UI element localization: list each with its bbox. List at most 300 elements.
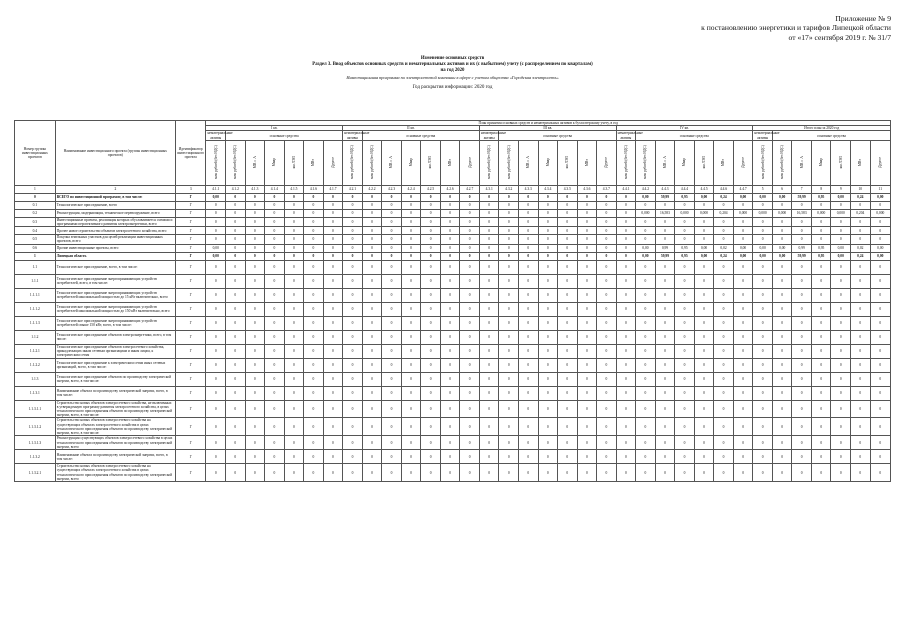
row-value: 0 xyxy=(343,358,363,372)
row-value: 0 xyxy=(265,400,285,418)
row-value: 0 xyxy=(577,288,597,302)
row-value: 0,00 xyxy=(772,193,792,201)
row-value: 0 xyxy=(675,217,695,226)
row-value: 0 xyxy=(518,330,538,344)
column-number: 6 xyxy=(772,185,792,193)
row-value: 0 xyxy=(733,344,753,358)
row-value: 0 xyxy=(558,418,578,436)
row-value: 0 xyxy=(323,252,343,260)
row-code: Г xyxy=(175,344,206,358)
row-value: 0 xyxy=(421,450,441,464)
row-value: 0,00 xyxy=(870,193,890,201)
row-value: 0 xyxy=(831,386,851,400)
sub-label-header-text: млн рублей (без НДС) xyxy=(780,145,785,180)
row-value: 0 xyxy=(811,436,831,450)
row-value: 0 xyxy=(675,344,695,358)
row-id: 1 xyxy=(15,252,56,260)
sub-label-header xyxy=(421,140,441,185)
row-value: 0 xyxy=(382,302,402,316)
sub-label-header xyxy=(206,140,226,185)
row-value: 0,00 xyxy=(831,193,851,201)
row-value: 0 xyxy=(460,316,480,330)
row-value: 0,000 xyxy=(811,209,831,217)
sub-label-header xyxy=(304,140,324,185)
row-value: 16,583 xyxy=(792,209,812,217)
row-value: 0 xyxy=(323,288,343,302)
row-value: 0 xyxy=(304,386,324,400)
row-value: 0 xyxy=(245,209,265,217)
row-value: 0 xyxy=(636,288,656,302)
row-value: 0 xyxy=(518,252,538,260)
row-value: 0 xyxy=(538,316,558,330)
row-value: 0 xyxy=(499,386,519,400)
row-value: 0 xyxy=(870,358,890,372)
row-value: 0 xyxy=(245,193,265,201)
row-value: 0 xyxy=(870,260,890,274)
column-number: 5 xyxy=(753,185,773,193)
row-id: 1.1.1.3 xyxy=(15,316,56,330)
os-header: основные средства xyxy=(772,131,890,140)
row-value: 0 xyxy=(226,358,246,372)
row-value: 0 xyxy=(538,386,558,400)
row-value: 0 xyxy=(714,386,734,400)
row-value: 0 xyxy=(265,260,285,274)
nma-header: нематериальные активы xyxy=(344,131,370,140)
row-value: 0 xyxy=(284,358,304,372)
table-row xyxy=(15,316,891,330)
row-value: 0 xyxy=(518,418,538,436)
row-value: 0 xyxy=(655,436,675,450)
row-value: 0 xyxy=(265,193,285,201)
sub-label-header xyxy=(694,140,714,185)
row-value: 0 xyxy=(831,316,851,330)
row-value: 0 xyxy=(460,436,480,450)
row-value: 0 xyxy=(284,260,304,274)
table-row xyxy=(15,386,891,400)
row-value: 0,24 xyxy=(714,252,734,260)
row-value: 0 xyxy=(733,358,753,372)
row-value: 0 xyxy=(616,209,636,217)
row-value: 0 xyxy=(636,217,656,226)
table-row xyxy=(15,201,891,209)
row-value: 0 xyxy=(343,235,363,244)
row-value: 0 xyxy=(304,274,324,288)
row-value: 0,02 xyxy=(714,244,734,252)
row-value: 0 xyxy=(597,330,617,344)
row-value: 0 xyxy=(655,235,675,244)
row-value: 0 xyxy=(538,418,558,436)
row-code: Г xyxy=(175,193,206,201)
row-value: 0 xyxy=(479,372,499,386)
row-name: Инвестиционные проекты, реализация которых обуславливается схемами и программами перспективного развития электроэнергетики, всего xyxy=(55,217,175,226)
section-title: Раздел 3. Ввод объектов основных средств и нематериальных активов и их (с выбытием) учету (с распределением по кварталам) xyxy=(312,62,593,68)
row-value: 0 xyxy=(440,316,460,330)
row-value: 0,00 xyxy=(831,244,851,252)
row-value: 0 xyxy=(245,418,265,436)
row-value: 0 xyxy=(440,386,460,400)
quarter-header: I кв. xyxy=(206,126,343,131)
row-value: 0 xyxy=(362,344,382,358)
row-value: 0 xyxy=(792,464,812,482)
row-value: 0 xyxy=(772,288,792,302)
row-value: 0 xyxy=(343,302,363,316)
row-value: 0,000 xyxy=(636,209,656,217)
row-value: 0 xyxy=(460,227,480,235)
row-value: 0 xyxy=(733,464,753,482)
row-value: 0 xyxy=(792,217,812,226)
row-value: 0 xyxy=(851,436,871,450)
row-value: 0 xyxy=(558,209,578,217)
row-value: 0 xyxy=(694,436,714,450)
row-value: 0 xyxy=(714,235,734,244)
row-value: 0 xyxy=(675,288,695,302)
row-value: 0 xyxy=(811,288,831,302)
row-value: 0 xyxy=(636,436,656,450)
row-value: 0 xyxy=(440,372,460,386)
row-value: 0 xyxy=(694,386,714,400)
row-value: 0,000 xyxy=(675,209,695,217)
row-value: 0 xyxy=(284,302,304,316)
row-value: 0 xyxy=(226,372,246,386)
row-value: 0 xyxy=(518,193,538,201)
row-value: 0 xyxy=(401,235,421,244)
row-value: 0 xyxy=(479,235,499,244)
sub-label-header-text: млн рублей (без НДС) xyxy=(233,145,238,180)
row-value: 0 xyxy=(538,344,558,358)
row-value: 0 xyxy=(753,227,773,235)
row-value: 0 xyxy=(772,260,792,274)
row-id: 0.5 xyxy=(15,235,56,244)
row-value: 0 xyxy=(831,358,851,372)
row-value: 0 xyxy=(206,274,226,288)
row-value: 0 xyxy=(753,464,773,482)
row-value: 0 xyxy=(772,344,792,358)
row-value: 0 xyxy=(753,201,773,209)
row-value: 0 xyxy=(265,418,285,436)
row-value: 0 xyxy=(226,386,246,400)
row-value: 0 xyxy=(577,209,597,217)
row-value: 0 xyxy=(733,288,753,302)
row-value: 0 xyxy=(226,344,246,358)
row-value: 0 xyxy=(265,274,285,288)
row-value: 0 xyxy=(597,235,617,244)
row-value: 0 xyxy=(226,244,246,252)
row-value: 0 xyxy=(479,418,499,436)
row-value: 0 xyxy=(753,302,773,316)
appendix-block xyxy=(631,14,891,42)
row-value: 0,00 xyxy=(694,252,714,260)
row-value: 0 xyxy=(772,372,792,386)
row-value: 0 xyxy=(538,252,558,260)
column-number: 4.3.2 xyxy=(499,185,519,193)
row-value: 0 xyxy=(440,464,460,482)
row-code: Г xyxy=(175,244,206,252)
row-value: 0 xyxy=(343,344,363,358)
table-row xyxy=(15,418,891,436)
row-value: 0 xyxy=(577,330,597,344)
column-number: 3 xyxy=(175,185,206,193)
row-value: 0 xyxy=(382,358,402,372)
row-value: 0 xyxy=(870,201,890,209)
row-value: 0 xyxy=(440,201,460,209)
row-value: 0 xyxy=(343,260,363,274)
sub-label-header-text: км ЛЭП xyxy=(838,156,843,169)
row-value: 0 xyxy=(558,260,578,274)
row-value: 0 xyxy=(304,372,324,386)
row-value: 0 xyxy=(811,464,831,482)
row-value: 0 xyxy=(245,227,265,235)
row-value: 0 xyxy=(265,252,285,260)
row-value: 0,000 xyxy=(870,209,890,217)
row-value: 0 xyxy=(323,400,343,418)
row-value: 0 xyxy=(226,330,246,344)
row-value: 0 xyxy=(616,193,636,201)
row-value: 0 xyxy=(518,358,538,372)
row-value: 0 xyxy=(479,330,499,344)
sub-label-header-text: млн рублей (без НДС) xyxy=(213,145,218,180)
row-value: 0 xyxy=(538,274,558,288)
row-value: 0 xyxy=(245,235,265,244)
column-number: 4.4.6 xyxy=(714,185,734,193)
table-row xyxy=(15,209,891,217)
column-number: 4.2.2 xyxy=(362,185,382,193)
nma-header: нематериальные активы xyxy=(207,131,233,140)
row-value: 0 xyxy=(362,227,382,235)
appendix-title: Приложение № 9 xyxy=(835,14,891,23)
row-value: 0 xyxy=(343,400,363,418)
row-code: Г xyxy=(175,252,206,260)
row-value: 0 xyxy=(304,436,324,450)
sub-label-header-text: Мвар xyxy=(545,158,550,167)
row-value: 0 xyxy=(343,436,363,450)
row-value: 0 xyxy=(538,302,558,316)
row-value: 0 xyxy=(655,201,675,209)
row-value: 0 xyxy=(538,450,558,464)
row-value: 0 xyxy=(851,450,871,464)
row-value: 0 xyxy=(753,400,773,418)
row-value: 0 xyxy=(655,274,675,288)
column-number: 9 xyxy=(831,185,851,193)
sub-label-header xyxy=(401,140,421,185)
row-value: 0 xyxy=(851,418,871,436)
row-value: 0 xyxy=(362,201,382,209)
row-value: 0 xyxy=(636,372,656,386)
row-value: 0 xyxy=(733,418,753,436)
row-value: 0 xyxy=(870,217,890,226)
row-value: 0 xyxy=(460,217,480,226)
row-value: 0 xyxy=(733,235,753,244)
row-value: 0 xyxy=(558,288,578,302)
row-value: 0 xyxy=(870,344,890,358)
row-value: 0 xyxy=(323,344,343,358)
row-value: 0 xyxy=(265,227,285,235)
row-value: 0 xyxy=(343,330,363,344)
table-row xyxy=(15,252,891,260)
row-id: 0.3 xyxy=(15,217,56,226)
row-code: Г xyxy=(175,274,206,288)
row-value: 0 xyxy=(733,316,753,330)
row-value: 0 xyxy=(811,372,831,386)
row-value: 0 xyxy=(851,464,871,482)
row-value: 0 xyxy=(479,252,499,260)
row-value: 0 xyxy=(851,386,871,400)
row-value: 0 xyxy=(226,260,246,274)
row-value: 0,00 xyxy=(636,252,656,260)
row-value: 0 xyxy=(440,344,460,358)
row-value: 0 xyxy=(714,302,734,316)
row-value: 0 xyxy=(675,450,695,464)
row-value: 0 xyxy=(499,316,519,330)
row-code: Г xyxy=(175,464,206,482)
row-value: 0 xyxy=(518,436,538,450)
row-value: 0 xyxy=(401,358,421,372)
row-value: 0 xyxy=(694,418,714,436)
row-value: 0 xyxy=(343,209,363,217)
row-value: 0 xyxy=(304,201,324,209)
table-row xyxy=(15,217,891,226)
row-value: 0 xyxy=(636,450,656,464)
row-value: 0 xyxy=(655,260,675,274)
row-value: 0 xyxy=(831,330,851,344)
row-value: 0 xyxy=(499,217,519,226)
row-value: 0 xyxy=(284,344,304,358)
row-value: 0 xyxy=(382,450,402,464)
row-value: 0 xyxy=(206,450,226,464)
row-id: 1.1.3.1.3 xyxy=(15,436,56,450)
row-value: 0 xyxy=(421,288,441,302)
row-value: 0 xyxy=(753,274,773,288)
col-header-code: Идентификатор инвестиционного проекта xyxy=(175,121,206,186)
row-value: 16,583 xyxy=(655,209,675,217)
row-value: 0 xyxy=(382,217,402,226)
row-value: 0 xyxy=(304,316,324,330)
column-number: 4.4.1 xyxy=(616,185,636,193)
row-value: 0 xyxy=(518,274,538,288)
row-value: 0,000 xyxy=(733,209,753,217)
row-value: 0 xyxy=(694,260,714,274)
row-value: 0 xyxy=(226,193,246,201)
row-value: 0 xyxy=(694,227,714,235)
column-number: 11 xyxy=(870,185,890,193)
row-value: 0 xyxy=(401,217,421,226)
row-value: 0,00 xyxy=(753,252,773,260)
sub-label-header xyxy=(323,140,343,185)
row-value: 0 xyxy=(675,274,695,288)
row-id: 1.1.2 xyxy=(15,330,56,344)
row-value: 0 xyxy=(538,330,558,344)
row-value: 0 xyxy=(870,235,890,244)
row-value: 0 xyxy=(460,209,480,217)
plan-header: План принятия основных средств и нематериальных активов к бухгалтерскому учету, в год xyxy=(206,121,891,126)
row-value: 0 xyxy=(265,244,285,252)
row-value: 0 xyxy=(558,450,578,464)
row-value: 0 xyxy=(538,209,558,217)
row-value: 0 xyxy=(401,464,421,482)
row-value: 0 xyxy=(421,436,441,450)
row-value: 0 xyxy=(421,358,441,372)
table-row xyxy=(15,464,891,482)
row-value: 0 xyxy=(675,260,695,274)
row-value: 0 xyxy=(811,358,831,372)
row-value: 0 xyxy=(499,450,519,464)
column-number: 4.3.1 xyxy=(479,185,499,193)
row-name: Реконструкция существующих объектов электросетевого хозяйства в целях технологического присоединения объектов по производству электрической энергии, всего xyxy=(55,436,175,450)
row-value: 0 xyxy=(518,344,538,358)
row-value: 0 xyxy=(440,193,460,201)
sub-label-header-text: Другое xyxy=(330,156,335,168)
row-name: Технологическое присоединение объектов по производству электрической энергии, всего, в том числе: xyxy=(55,372,175,386)
row-value: 0 xyxy=(226,209,246,217)
row-value: 0 xyxy=(401,344,421,358)
row-value: 0 xyxy=(772,436,792,450)
row-value: 0 xyxy=(714,227,734,235)
row-value: 0 xyxy=(421,418,441,436)
row-value: 0 xyxy=(440,288,460,302)
row-value: 0 xyxy=(401,450,421,464)
row-value: 0 xyxy=(460,400,480,418)
row-value: 0 xyxy=(245,372,265,386)
row-value: 0,99 xyxy=(792,244,812,252)
row-value: 0 xyxy=(479,274,499,288)
row-value: 0,00 xyxy=(772,244,792,252)
row-value: 0 xyxy=(577,400,597,418)
row-value: 0 xyxy=(440,235,460,244)
row-value: 0 xyxy=(401,400,421,418)
row-value: 0 xyxy=(675,302,695,316)
column-number: 4.4.4 xyxy=(675,185,695,193)
row-value: 0 xyxy=(616,201,636,209)
row-value: 0 xyxy=(265,330,285,344)
row-value: 0 xyxy=(499,344,519,358)
row-value: 0 xyxy=(226,400,246,418)
table-row xyxy=(15,227,891,235)
row-value: 0,00 xyxy=(753,244,773,252)
row-value: 0 xyxy=(831,274,851,288)
row-value: 0 xyxy=(558,436,578,450)
row-value: 0 xyxy=(245,386,265,400)
row-value: 0 xyxy=(597,372,617,386)
sub-label-header-text: МВт xyxy=(858,158,863,166)
row-value: 0 xyxy=(284,316,304,330)
row-value: 0 xyxy=(401,201,421,209)
quarter-header: IV кв. xyxy=(616,126,753,131)
row-value: 0 xyxy=(616,244,636,252)
row-value: 0 xyxy=(421,217,441,226)
row-value: 0 xyxy=(245,201,265,209)
row-code: Г xyxy=(175,450,206,464)
row-value: 0 xyxy=(382,252,402,260)
row-value: 0 xyxy=(440,450,460,464)
row-value: 0 xyxy=(851,274,871,288)
column-number: 4.3.3 xyxy=(518,185,538,193)
row-name: Реконструкция, модернизация, техническое перевооружение, всего xyxy=(55,209,175,217)
row-value: 0 xyxy=(636,418,656,436)
row-value: 0 xyxy=(245,274,265,288)
row-value: 0 xyxy=(831,400,851,418)
row-value: 0 xyxy=(499,358,519,372)
row-value: 0 xyxy=(362,260,382,274)
row-value: 0 xyxy=(284,464,304,482)
row-value: 0 xyxy=(304,244,324,252)
row-value: 0 xyxy=(655,450,675,464)
row-value: 0 xyxy=(401,436,421,450)
sub-label-header xyxy=(811,140,831,185)
row-value: 0 xyxy=(382,464,402,482)
row-value: 0 xyxy=(811,418,831,436)
row-value: 0 xyxy=(284,450,304,464)
row-value: 0 xyxy=(460,358,480,372)
row-value: 0 xyxy=(655,288,675,302)
